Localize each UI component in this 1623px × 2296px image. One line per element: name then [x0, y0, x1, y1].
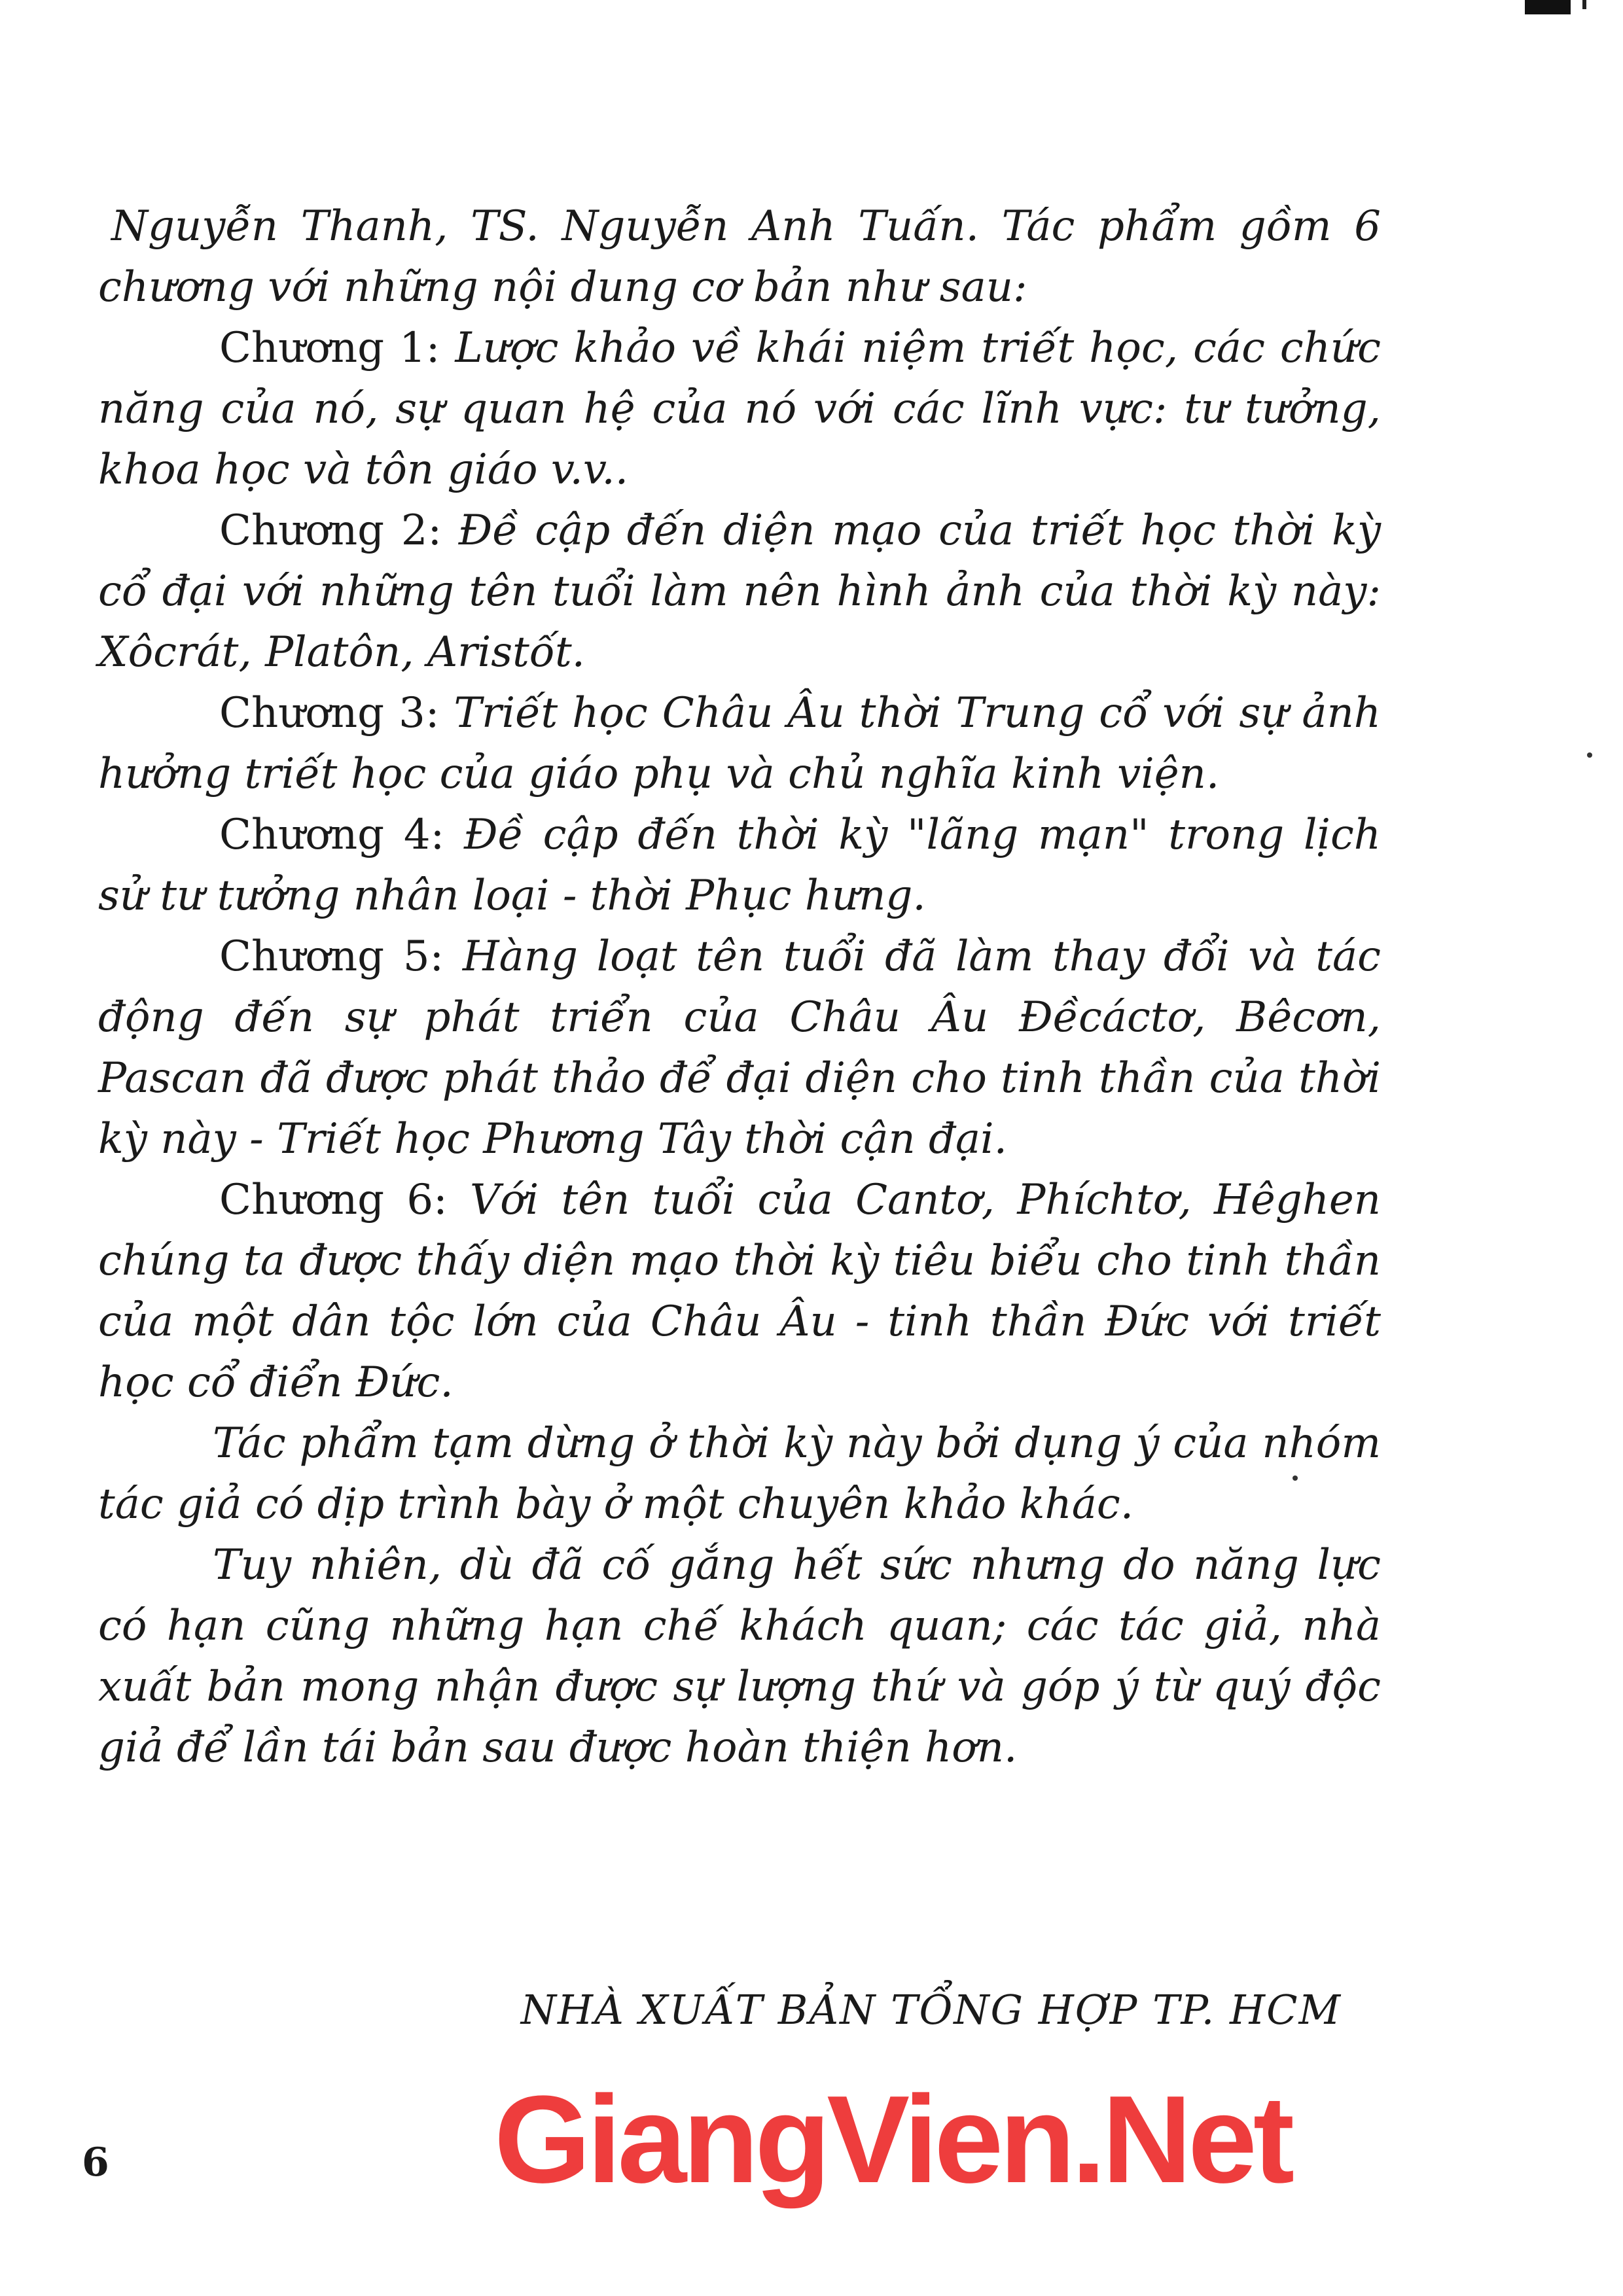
page-number: 6 — [82, 2140, 109, 2185]
scan-edge-mark — [1525, 0, 1571, 14]
chapter-6-label: Chương 6: — [219, 1176, 448, 1224]
chapter-2-paragraph — [98, 501, 1381, 683]
chapter-2-text: Đề cập đến diện mạo của triết học thời kỳ cổ đại với những tên tuổi làm nên hình ảnh của thời kỳ này: Xôcrát, Platôn, Aristốt. — [98, 506, 1382, 677]
scan-speck — [1587, 752, 1592, 758]
chapter-5-label: Chương 5: — [219, 932, 444, 981]
watermark-logo: GiangVien.Net — [494, 2070, 1291, 2209]
chapter-1-label: Chương 1: — [219, 324, 440, 372]
chapter-5-text: Hàng loạt tên tuổi đã làm thay đổi và tác động đến sự phát triển của Châu Âu Đềcáctơ, Bêcơn, Pascan đã được phát thảo để đại diện cho tinh thần của thời kỳ này - Triết học Phương Tây thời cận đại. — [98, 932, 1382, 1163]
chapter-4-text: Đề cập đến thời kỳ "lãng mạn" trong lịch sử tư tưởng nhân loại - thời Phục hưng. — [98, 811, 1382, 920]
chapter-4-label: Chương 4: — [219, 811, 445, 859]
intro-paragraph: Nguyễn Thanh, TS. Nguyễn Anh Tuấn. Tác phẩm gồm 6 chương với những nội dung cơ bản như sau: — [98, 202, 1381, 311]
chapter-6-text: Với tên tuổi của Cantơ, Phíchtơ, Hêghen chúng ta được thấy diện mạo thời kỳ tiêu biểu cho tinh thần của một dân tộc lớn của Châu Âu - tinh thần Đức với triết học cổ điển Đức. — [98, 1176, 1382, 1407]
chapter-3-paragraph — [98, 683, 1381, 805]
chapter-4-paragraph — [98, 805, 1381, 927]
chapter-2-label: Chương 2: — [219, 506, 442, 555]
closing-paragraph-2: Tuy nhiên, dù đã cố gắng hết sức nhưng do năng lực có hạn cũng những hạn chế khách quan; các tác giả, nhà xuất bản mong nhận được sự lượng thứ và góp ý từ quý độc giả để lần tái bản sau được hoàn thiện hơn. — [98, 1541, 1381, 1772]
scan-speck — [1293, 1475, 1298, 1481]
chapter-6-paragraph — [98, 1170, 1381, 1413]
chapter-3-label: Chương 3: — [219, 689, 440, 737]
chapter-5-paragraph — [98, 927, 1381, 1170]
chapter-1-text: Lược khảo về khái niệm triết học, các chức năng của nó, sự quan hệ của nó với các lĩnh vực: tư tưởng, khoa học và tôn giáo v.v.. — [98, 324, 1382, 494]
scan-edge-mark-small — [1582, 0, 1586, 9]
closing-paragraph-1: Tác phẩm tạm dừng ở thời kỳ này bởi dụng ý của nhóm tác giả có dịp trình bày ở một chuyên khảo khác. — [98, 1419, 1381, 1528]
chapter-3-text: Triết học Châu Âu thời Trung cổ với sự ảnh hưởng triết học của giáo phụ và chủ nghĩa kinh viện. — [98, 689, 1382, 798]
page-body — [98, 196, 1381, 1778]
publisher-signature: NHÀ XUẤT BẢN TỔNG HỢP TP. HCM — [520, 1986, 1342, 2034]
chapter-1-paragraph — [98, 318, 1381, 501]
